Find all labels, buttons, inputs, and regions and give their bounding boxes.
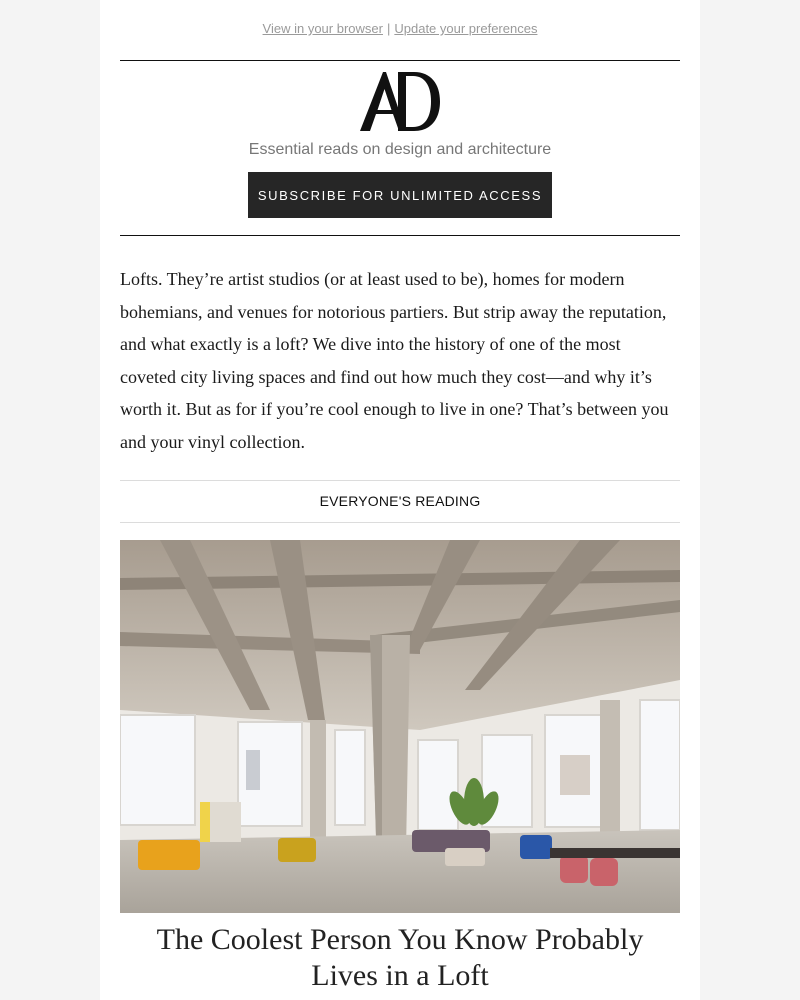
article-headline[interactable]: The Coolest Person You Know Probably Lives in a Loft [156,923,644,992]
subscribe-button[interactable]: SUBSCRIBE FOR UNLIMITED ACCESS [248,172,552,218]
ad-logo-mark [358,68,442,134]
section-bottom-divider [120,522,680,523]
hero-image-loft[interactable] [120,540,680,913]
tagline: Essential reads on design and architecture [248,141,552,158]
top-divider [120,60,680,61]
view-in-browser-link[interactable]: View in your browser [262,21,383,36]
preheader-separator: | [386,21,391,36]
preheader [100,21,700,36]
ad-logo[interactable] [100,68,700,134]
intro-paragraph: Lofts. They’re artist studios (or at least used to be), homes for modern bohemians, and venues for notorious partiers. But strip away the reputation, and what exactly is a loft? We dive into the history of one of the most coveted city living spaces and find out how much they cost—and why it’s worth it. But as for if you’re cool enough to live in one? That’s between you and your vinyl collection. [120,269,669,452]
update-preferences-link[interactable]: Update your preferences [394,21,538,36]
email-container [100,0,700,1000]
header-divider [120,235,680,236]
section-top-divider [120,480,680,481]
section-label: EVERYONE'S READING [319,493,481,509]
